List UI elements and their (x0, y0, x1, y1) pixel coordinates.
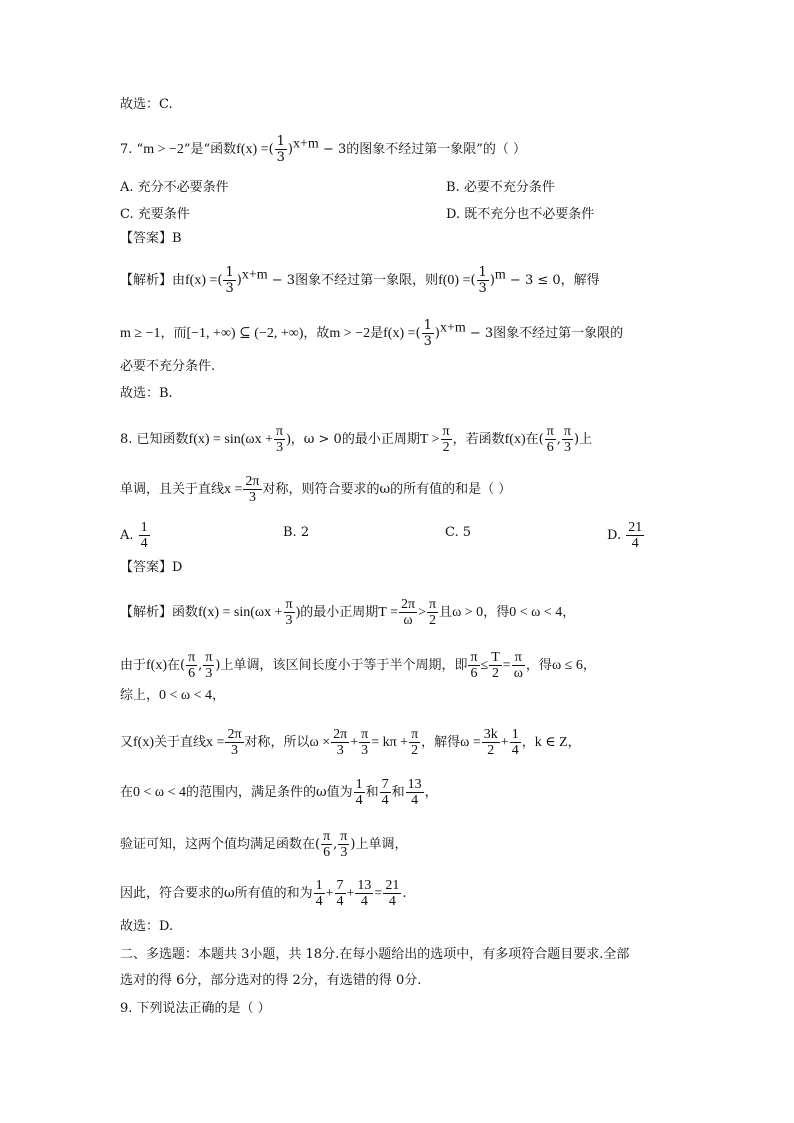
denominator: 3 (276, 150, 285, 165)
denominator: 4 (411, 793, 419, 808)
denominator: 2 (411, 743, 419, 758)
answer-text: 故选：B. (120, 386, 173, 401)
q7-math: m > −2 (143, 142, 184, 157)
option-label: D. (607, 528, 622, 543)
analysis-text: 和 (365, 785, 379, 800)
math: 0 < ω < 4 (509, 605, 563, 620)
fraction (223, 265, 235, 296)
fraction (243, 474, 261, 505)
fraction (510, 727, 521, 758)
option-d (446, 203, 594, 222)
analysis-text: . (402, 886, 407, 901)
answer-text: 故选：D. (120, 919, 174, 934)
option-8a (120, 520, 151, 551)
analysis-8-line4 (120, 727, 581, 758)
numerator: 13 (407, 777, 422, 792)
math: ≤ (480, 658, 489, 673)
exponent: x+m (439, 320, 466, 336)
analysis-text: ，而 (160, 326, 187, 341)
math: [−1, +∞) ⊆ (−2, +∞) (186, 326, 304, 341)
numerator: π (276, 424, 284, 439)
analysis-text: )上单调， (350, 837, 408, 852)
denominator: 3 (285, 613, 293, 628)
numerator: 1 (511, 727, 519, 742)
analysis-text: 和 (391, 785, 405, 800)
question-8-line1 (120, 424, 592, 455)
math: ω ≤ 6 (551, 658, 583, 673)
option-8b (283, 525, 309, 540)
q8-text: 在( (525, 432, 544, 447)
analysis-text: 且 (439, 605, 453, 620)
denominator: 4 (140, 536, 148, 551)
analysis-text: ， (562, 605, 576, 620)
denominator: 3 (336, 743, 344, 758)
section-2-heading-cont (120, 972, 421, 990)
numerator: π (546, 424, 554, 439)
denominator: ω (403, 613, 413, 628)
numerator: 2π (333, 727, 348, 742)
analysis-8-line2 (120, 650, 596, 681)
math: = kπ + (371, 735, 409, 750)
answer-label: 【答案】D (120, 560, 183, 575)
math: ) (286, 432, 291, 447)
option-label: C. 充要条件 (120, 207, 190, 222)
fraction (275, 134, 287, 165)
analysis-text: 对称，所以 (244, 735, 310, 750)
q7-text: − 3的图象不经过第一象限”的（ ） (318, 142, 527, 157)
math: f(x) = sin(ωx + (198, 605, 283, 620)
denominator: 4 (511, 743, 519, 758)
analysis-text: ， (212, 688, 226, 703)
numerator: 2π (400, 597, 416, 612)
answer-label: 【答案】B (120, 231, 182, 246)
numerator: 1 (355, 777, 363, 792)
fraction (338, 829, 349, 860)
section-text: 二、多选题：本题共 3小题，共 18分.在每小题给出的选项中，有多项符合题目要求.全部 (120, 947, 630, 962)
analysis-text: 关于直线 (154, 735, 207, 750)
fraction (355, 878, 373, 909)
numerator: T (491, 650, 500, 665)
math: > (418, 605, 426, 620)
question-8-line2 (120, 474, 511, 505)
denominator: 3 (340, 845, 348, 860)
math: + (325, 886, 334, 901)
fraction (203, 650, 214, 681)
numerator: π (205, 650, 213, 665)
denominator: 3 (276, 440, 284, 455)
numerator: π (361, 727, 369, 742)
analysis-text: ， (424, 785, 438, 800)
option-8c (445, 525, 471, 540)
option-label: B. 必要不充分条件 (446, 180, 555, 195)
numerator: 13 (357, 878, 372, 893)
math: ) (295, 605, 301, 620)
fraction (626, 520, 644, 551)
numerator: π (188, 650, 196, 665)
option-label: C. 5 (445, 525, 472, 540)
numerator: 1 (225, 265, 234, 280)
option-8d (607, 520, 645, 551)
q9-text: 9. 下列说法正确的是（ ） (120, 1001, 271, 1016)
answer-8 (120, 559, 182, 577)
q8-text: 对称，则符合要求的ω的所有值的和是（ ） (262, 482, 512, 497)
analysis-text: 的最小正周期 (300, 605, 379, 620)
denominator: 4 (381, 793, 389, 808)
denominator: 2 (492, 666, 500, 681)
analysis-text: 在( (167, 658, 186, 673)
numerator: 1 (315, 878, 323, 893)
analysis-text: 由于 (120, 658, 147, 673)
numerator: π (323, 829, 331, 844)
analysis-text: 【解析】函数 (120, 605, 199, 620)
denominator: 4 (336, 894, 344, 909)
analysis-8-line1 (120, 597, 575, 628)
denominator: 3 (423, 334, 432, 349)
q8-text: 8. 已知函数 (120, 432, 189, 447)
analysis-text: 综上， (120, 688, 160, 703)
denominator: 2 (487, 743, 495, 758)
analysis-text: ， (567, 735, 581, 750)
fraction (186, 650, 197, 681)
math: f(x) = sin(ωx + (188, 432, 274, 447)
option-b (446, 176, 555, 195)
exponent: x+m (241, 267, 268, 283)
fraction (321, 829, 332, 860)
fraction (441, 424, 452, 455)
numerator: 2π (227, 727, 242, 742)
question-7: 7. “m > −2”是“函数f(x) =( $\frac{1}{3}$ )$^{x+m}$ − 3的图象不经过第一象限”的（ ） (120, 134, 527, 165)
denominator: 3 (563, 440, 571, 455)
math: ω > 0 (452, 605, 484, 620)
denominator: ω (513, 666, 523, 681)
numerator: 21 (385, 878, 400, 893)
option-label: D. 既不充分也不必要条件 (446, 207, 595, 222)
denominator: 6 (546, 440, 554, 455)
fraction (359, 727, 370, 758)
math: T = (378, 605, 398, 620)
denominator: 2 (442, 440, 450, 455)
analysis-text: − 3 ≤ 0，解得 (505, 273, 600, 288)
denominator: 6 (188, 666, 196, 681)
analysis-text: 又 (120, 735, 134, 750)
math: f(x) (146, 658, 168, 673)
fraction (512, 650, 525, 681)
option-a (120, 176, 229, 195)
analysis-text: 的范围内，满足条件的ω值为 (186, 785, 353, 800)
numerator: 1 (423, 318, 432, 333)
numerator: π (470, 650, 478, 665)
numerator: 1 (478, 265, 487, 280)
answer-choice-d (120, 918, 173, 936)
fraction (399, 597, 417, 628)
math: f(x) (133, 735, 155, 750)
analysis-7-line1: 【解析】由f(x) =( $\frac{1}{3}$ )$^{x+m}$ − 3图象不经过第一象限，则f(0) =( $\frac{1}{3}$ )$^m$ − 3 ≤ 0，解得 (120, 265, 600, 296)
option-label: A. 充分不必要条件 (120, 180, 229, 195)
section-text: 选对的得 6分，部分选对的得 2分，有选错的得 0分. (120, 973, 422, 988)
numerator: 1 (140, 520, 148, 535)
answer-7 (120, 230, 182, 248)
analysis-text: ，故 (303, 326, 330, 341)
numerator: π (340, 829, 348, 844)
analysis-text: ，得 (483, 605, 510, 620)
analysis-text: 在 (120, 785, 134, 800)
q8-text: , (556, 432, 561, 447)
numerator: π (563, 424, 571, 439)
answer-choice-b (120, 385, 173, 403)
exponent: m (494, 267, 506, 283)
fraction (406, 777, 424, 808)
q7-math: f(x) = (236, 142, 269, 157)
exponent: x+m (293, 136, 319, 152)
denominator: 2 (429, 613, 436, 628)
numerator: π (411, 727, 419, 742)
fraction (284, 597, 295, 628)
math: ω × (309, 735, 331, 750)
analysis-7-line2: m ≥ −1，而[−1, +∞) ⊆ (−2, +∞)，故m > −2是f(x) =( $\frac{1}{3}$ )$^{x+m}$ − 3图象不经过第一象限的 (120, 318, 624, 349)
fraction (422, 318, 434, 349)
analysis-8-line6 (120, 829, 407, 860)
fraction (354, 777, 365, 808)
analysis-7-line3 (120, 358, 215, 376)
analysis-text: ， (521, 735, 535, 750)
math: f(x) = (383, 326, 416, 341)
denominator: 3 (225, 281, 234, 296)
fraction (468, 650, 479, 681)
analysis-text: , (333, 837, 338, 852)
question-9 (120, 1000, 271, 1018)
fraction (477, 265, 489, 296)
numerator: π (285, 597, 293, 612)
math: 0 < ω < 4 (159, 688, 213, 703)
fraction (545, 424, 556, 455)
analysis-8-line3 (120, 687, 225, 705)
math: 0 < ω < 4 (133, 785, 187, 800)
q7-text: 7. “ (120, 142, 144, 157)
fraction (409, 727, 420, 758)
math: + (346, 886, 355, 901)
math: f(x) = (185, 273, 218, 288)
answer-choice-c: 故选：C. (120, 97, 173, 112)
math: k ∈ Z (534, 735, 568, 750)
denominator: 4 (631, 536, 639, 551)
math: f(x) (504, 432, 526, 447)
analysis-text: 必要不充分条件. (120, 359, 216, 374)
fraction (482, 727, 500, 758)
option-label: A. (120, 528, 134, 543)
fraction (225, 727, 243, 758)
math: x = (224, 482, 243, 497)
numerator: π (512, 650, 525, 666)
analysis-text: 是 (370, 326, 384, 341)
q8-text: 单调，且关于直线 (120, 482, 225, 497)
analysis-text: ， (582, 658, 596, 673)
numerator: 2π (245, 474, 260, 489)
analysis-text: , (198, 658, 203, 673)
denominator: 3 (248, 490, 256, 505)
math: x = (206, 735, 225, 750)
numerator: π (428, 597, 437, 612)
option-c (120, 203, 190, 222)
q8-text: ，若函数 (452, 432, 505, 447)
math: f(0) = (438, 273, 471, 288)
math: + (350, 735, 359, 750)
numerator: 7 (336, 878, 344, 893)
q8-text: )上 (574, 432, 593, 447)
section-2-heading (120, 946, 629, 964)
fraction (380, 777, 391, 808)
math: ω = (460, 735, 481, 750)
math: T > (419, 432, 440, 447)
fraction (562, 424, 573, 455)
fraction (383, 878, 401, 909)
analysis-text: ，解得 (421, 735, 461, 750)
fraction (335, 878, 346, 909)
analysis-text: 因此，符合要求的ω所有值的和为 (120, 886, 313, 901)
denominator: 6 (323, 845, 331, 860)
numerator: 7 (381, 777, 389, 792)
analysis-text: 验证可知，这两个值均满足函数在( (120, 837, 321, 852)
denominator: 3 (205, 666, 213, 681)
analysis-text: ，得 (525, 658, 552, 673)
option-label: B. 2 (283, 525, 310, 540)
denominator: 6 (470, 666, 478, 681)
numerator: 3k (483, 727, 498, 742)
denominator: 3 (230, 743, 238, 758)
fraction (139, 520, 150, 551)
fraction (331, 727, 349, 758)
denominator: 3 (478, 281, 487, 296)
math: m ≥ −1 (120, 326, 161, 341)
q7-text: ”是“函数 (183, 142, 237, 157)
numerator: π (442, 424, 450, 439)
fraction (274, 424, 285, 455)
numerator: 1 (276, 134, 285, 149)
analysis-8-line7 (120, 878, 406, 909)
math: = (502, 658, 511, 673)
denominator: 4 (355, 793, 363, 808)
numerator: 21 (628, 520, 643, 535)
denominator: 4 (360, 894, 368, 909)
text-line (120, 96, 173, 114)
fraction (314, 878, 325, 909)
analysis-8-line5 (120, 777, 438, 808)
analysis-text: 【解析】由 (120, 273, 186, 288)
analysis-text: − 3图象不经过第一象限，则 (267, 273, 439, 288)
analysis-text: − 3图象不经过第一象限的 (465, 326, 624, 341)
q8-text: ，ω > 0的最小正周期 (290, 432, 420, 447)
fraction (427, 597, 438, 628)
denominator: 3 (361, 743, 369, 758)
math: m > −2 (329, 326, 371, 341)
math: + (500, 735, 509, 750)
denominator: 4 (315, 894, 323, 909)
fraction (489, 650, 502, 681)
denominator: 4 (388, 894, 396, 909)
analysis-text: )上单调，该区间长度小于等于半个周期，即 (215, 658, 468, 673)
math: = (374, 886, 383, 901)
